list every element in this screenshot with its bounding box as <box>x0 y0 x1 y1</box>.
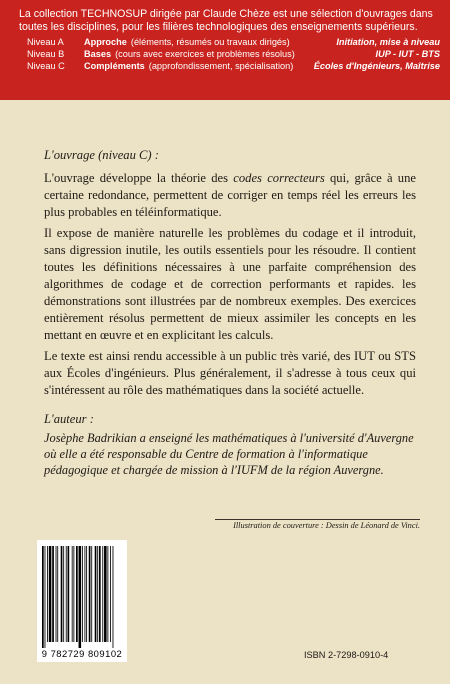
level-audience: Écoles d'Ingénieurs, Maîtrise <box>313 61 440 72</box>
barcode-bar <box>85 546 86 642</box>
cover-credit: Illustration de couverture : Dessin de Léonard de Vinci. <box>233 521 420 530</box>
barcode-bar <box>102 546 103 642</box>
barcode-bar <box>63 546 64 642</box>
barcode-bar <box>86 546 87 642</box>
level-description: (éléments, résumés ou travaux dirigés) <box>130 37 290 47</box>
level-keyword: Approche <box>84 37 127 47</box>
barcode-bar <box>42 546 44 648</box>
barcode <box>37 540 127 662</box>
level-code: Niveau B <box>27 49 65 60</box>
barcode-bar <box>52 546 54 642</box>
level-list <box>19 36 440 73</box>
barcode-bars <box>37 540 127 662</box>
level-a-row <box>19 36 440 48</box>
paragraph-text: L'ouvrage développe la théorie des <box>44 171 234 185</box>
book-heading: L'ouvrage (niveau C) : <box>44 148 159 162</box>
level-audience: IUP - IUT - BTS <box>375 49 440 60</box>
back-cover-text <box>44 147 416 478</box>
author-bio <box>44 430 416 478</box>
barcode-bar <box>89 546 91 642</box>
barcode-bar <box>49 546 52 642</box>
level-code: Niveau A <box>27 37 64 47</box>
barcode-bar <box>79 546 82 648</box>
author-bio-line: Josèphe Badrikian a enseigné les mathématiques à l'université d'Auvergne <box>44 431 414 445</box>
intro-line: La collection TECHNOSUP dirigée par Claude Chèze est une sélection d'ouvrages dans <box>19 8 433 20</box>
level-keyword: Compléments <box>84 61 145 72</box>
barcode-bar <box>82 546 83 642</box>
collection-banner <box>0 0 450 100</box>
barcode-bar <box>57 546 58 642</box>
barcode-bar <box>66 546 67 642</box>
author-heading: L'auteur : <box>44 412 94 426</box>
barcode-bar <box>110 546 111 642</box>
barcode-bar <box>91 546 92 642</box>
author-bio-line: où elle a été responsable du Centre de formation à l'informatique <box>44 447 368 461</box>
level-keyword: Bases <box>84 49 112 60</box>
barcode-bar <box>95 546 97 642</box>
barcode-bar <box>97 546 98 642</box>
barcode-bar <box>45 546 46 648</box>
barcode-bar <box>104 546 107 642</box>
barcode-bar <box>76 546 78 642</box>
barcode-bar <box>47 546 48 642</box>
barcode-bar <box>72 546 73 642</box>
paragraph-text: qui, grâce à une certaine redondance, permettent de corriger en temps réel les erreurs les plus probables en téléinformatique. <box>44 171 416 219</box>
barcode-bar <box>56 546 57 642</box>
level-code: Niveau C <box>27 61 65 72</box>
level-audience: Initiation, mise à niveau <box>336 37 440 47</box>
barcode-bar <box>107 546 108 642</box>
collection-intro <box>19 8 440 34</box>
isbn-label: ISBN 2-7298-0910-4 <box>304 650 389 660</box>
level-b-row <box>19 48 440 60</box>
level-description: (approfondissement, spécialisation) <box>148 61 294 72</box>
barcode-bar <box>68 546 70 642</box>
barcode-bar <box>61 546 63 642</box>
barcode-bar <box>99 546 101 642</box>
level-description: (cours avec exercices et problèmes résolus) <box>115 49 295 60</box>
credit-divider <box>215 519 420 520</box>
paragraph-topic <box>44 170 416 221</box>
barcode-bar <box>73 546 74 642</box>
intro-line: toutes les disciplines, pour les filières technologiques des enseignements supérieurs. <box>19 21 418 33</box>
author-bio-line: pédagogique et chargée de mission à l'IUFM de la région Auvergne. <box>44 463 384 477</box>
level-c-row <box>19 60 440 72</box>
paragraph-audience: Le texte est ainsi rendu accessible à un public très varié, des IUT ou STS aux Écoles d'ingénieurs. Plus généralement, il s'adresse à tous ceux qui s'intéressent au rôle des mathématiques dans la société actuelle. <box>44 349 416 397</box>
barcode-bar <box>113 546 114 648</box>
emphasized-term: codes correcteurs <box>233 171 325 185</box>
barcode-number: 9 782729 809102 <box>41 648 123 659</box>
paragraph-content: Il expose de manière naturelle les problèmes du codage et il introduit, sans digression inutile, les outils essentiels pour les résoudre. Il contient toutes les définitions nécessaires à une parfaite compréhension des algorithmes de codage et de correction performants et rapides. les démonstrations sont illustrées par de nombreux exemples. Des exercices entièrement résolus permettent de mieux assimiler les concepts en les mettant en œuvre et en explicitant les calculs. <box>44 226 416 342</box>
